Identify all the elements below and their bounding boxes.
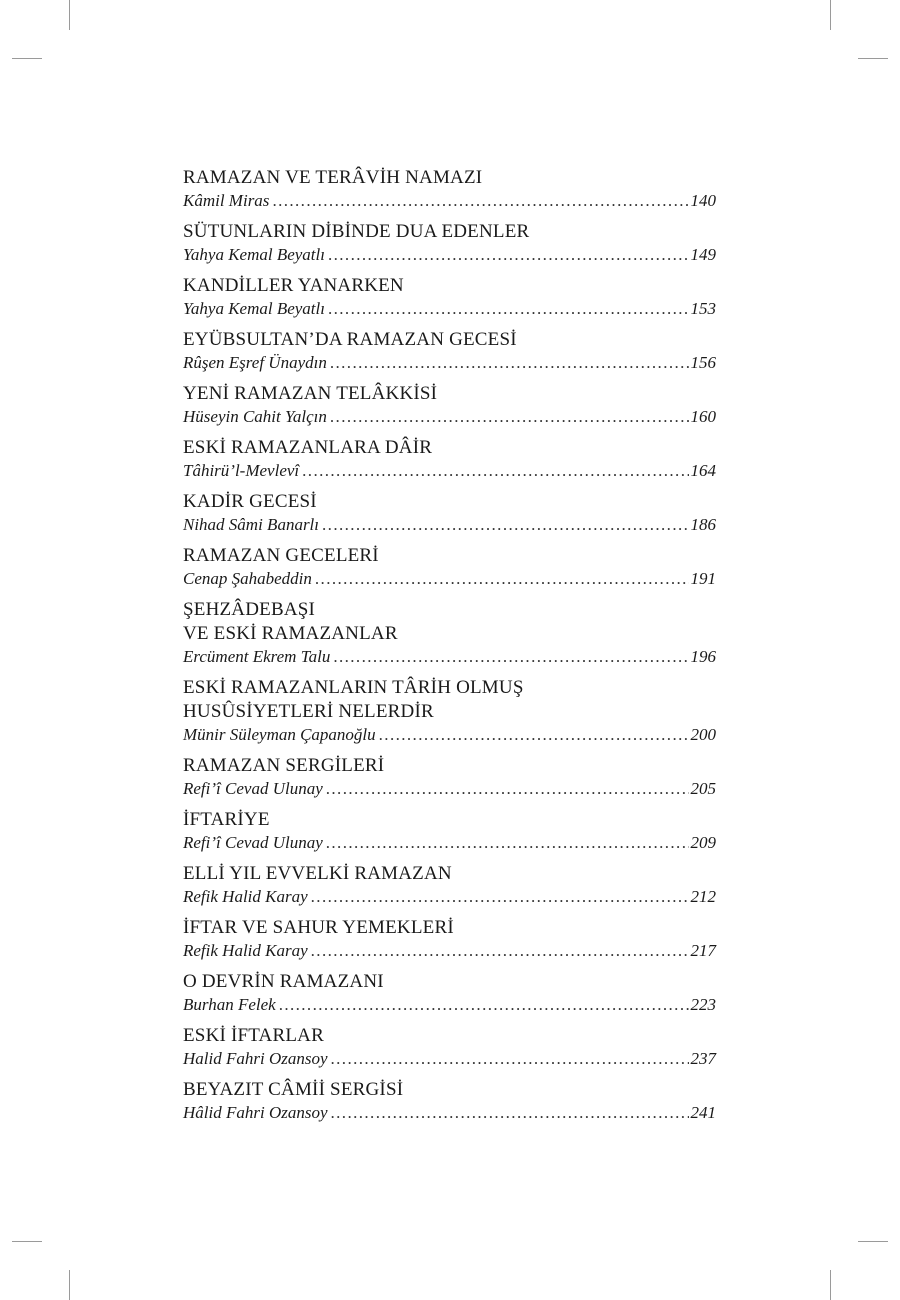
- toc-entry: [183, 754, 716, 800]
- entry-line: [183, 190, 716, 212]
- entry-author: Refi’î Cevad Ulunay: [183, 833, 323, 852]
- entry-line: [183, 460, 716, 482]
- toc-entry: [183, 862, 716, 908]
- entry-title: RAMAZAN SERGİLERİ: [183, 755, 385, 776]
- table-of-contents: [183, 166, 716, 1132]
- entry-title: RAMAZAN VE TERÂVİH NAMAZI: [183, 167, 483, 188]
- entry-title: SÜTUNLARIN DİBİNDE DUA EDENLER: [183, 221, 530, 242]
- entry-line: [183, 568, 716, 590]
- entry-line: [183, 1048, 716, 1070]
- crop-mark-top-right: [830, 0, 831, 30]
- crop-mark-top-left: [69, 0, 70, 30]
- entry-author: Rûşen Eşref Ünaydın: [183, 353, 327, 372]
- entry-title: ESKİ İFTARLAR: [183, 1025, 324, 1046]
- dot-leader: [331, 1048, 689, 1070]
- entry-author: Refik Halid Karay: [183, 887, 308, 906]
- entry-title: İFTARİYE: [183, 809, 270, 830]
- entry-page-number: 200: [690, 725, 716, 744]
- entry-line: [183, 406, 716, 428]
- entry-page-number: 186: [690, 515, 716, 534]
- entry-author: Hüseyin Cahit Yalçın: [183, 407, 327, 426]
- dot-leader: [311, 940, 689, 962]
- dot-leader: [379, 724, 689, 746]
- dot-leader: [330, 352, 689, 374]
- dot-leader: [272, 190, 688, 212]
- entry-line: [183, 646, 716, 668]
- entry-page-number: 153: [690, 299, 716, 318]
- toc-entry: [183, 436, 716, 482]
- entry-title: KANDİLLER YANARKEN: [183, 275, 404, 296]
- toc-entry: [183, 1078, 716, 1124]
- entry-title: YENİ RAMAZAN TELÂKKİSİ: [183, 383, 438, 404]
- entry-author: Kâmil Miras: [183, 191, 270, 210]
- toc-entry: [183, 916, 716, 962]
- entry-line: [183, 1102, 716, 1124]
- crop-mark-top-right-horizontal: [858, 58, 888, 59]
- entry-line: [183, 886, 716, 908]
- entry-title: ESKİ RAMAZANLARIN TÂRİH OLMUŞ HUSÛSİYETLERİ NELERDİR: [183, 677, 524, 722]
- toc-entry: [183, 166, 716, 212]
- entry-author: Refik Halid Karay: [183, 941, 308, 960]
- entry-author: Cenap Şahabeddin: [183, 569, 312, 588]
- entry-author: Tâhirü’l-Mevlevî: [183, 461, 300, 480]
- entry-author: Yahya Kemal Beyatlı: [183, 245, 325, 264]
- entry-author: Ercüment Ekrem Talu: [183, 647, 331, 666]
- toc-entry: [183, 1024, 716, 1070]
- entry-line: [183, 244, 716, 266]
- entry-author: Yahya Kemal Beyatlı: [183, 299, 325, 318]
- toc-entry: [183, 970, 716, 1016]
- entry-page-number: 223: [690, 995, 716, 1014]
- toc-entry: [183, 220, 716, 266]
- dot-leader: [279, 994, 689, 1016]
- toc-entry: [183, 490, 716, 536]
- entry-page-number: 160: [690, 407, 716, 426]
- entry-page-number: 196: [690, 647, 716, 666]
- toc-entry: [183, 676, 716, 746]
- entry-author: Münir Süleyman Çapanoğlu: [183, 725, 376, 744]
- entry-author: Hâlid Fahri Ozansoy: [183, 1103, 328, 1122]
- entry-line: [183, 994, 716, 1016]
- crop-mark-bottom-right-horizontal: [858, 1241, 888, 1242]
- entry-author: Burhan Felek: [183, 995, 276, 1014]
- entry-page-number: 209: [690, 833, 716, 852]
- toc-entry: [183, 598, 716, 668]
- entry-line: [183, 298, 716, 320]
- dot-leader: [328, 244, 689, 266]
- toc-entry: [183, 808, 716, 854]
- entry-page-number: 156: [690, 353, 716, 372]
- entry-page-number: 205: [690, 779, 716, 798]
- entry-page-number: 164: [690, 461, 716, 480]
- entry-line: [183, 778, 716, 800]
- dot-leader: [326, 832, 689, 854]
- entry-title: BEYAZIT CÂMİİ SERGİSİ: [183, 1079, 404, 1100]
- entry-title: O DEVRİN RAMAZANI: [183, 971, 384, 992]
- entry-title: ELLİ YIL EVVELKİ RAMAZAN: [183, 863, 452, 884]
- dot-leader: [311, 886, 689, 908]
- dot-leader: [322, 514, 688, 536]
- dot-leader: [331, 1102, 689, 1124]
- entry-title: ŞEHZÂDEBAŞI VE ESKİ RAMAZANLAR: [183, 599, 398, 644]
- toc-entry: [183, 328, 716, 374]
- dot-leader: [315, 568, 689, 590]
- entry-title: KADİR GECESİ: [183, 491, 317, 512]
- entry-author: Halid Fahri Ozansoy: [183, 1049, 328, 1068]
- entry-page-number: 212: [690, 887, 716, 906]
- crop-mark-bottom-right: [830, 1270, 831, 1300]
- entry-page-number: 191: [690, 569, 716, 588]
- entry-page-number: 237: [690, 1049, 716, 1068]
- dot-leader: [330, 406, 689, 428]
- toc-entry: [183, 382, 716, 428]
- entry-line: [183, 832, 716, 854]
- entry-title: İFTAR VE SAHUR YEMEKLERİ: [183, 917, 454, 938]
- dot-leader: [328, 298, 689, 320]
- entry-line: [183, 514, 716, 536]
- dot-leader: [302, 460, 688, 482]
- entry-line: [183, 724, 716, 746]
- toc-entry: [183, 274, 716, 320]
- entry-title: RAMAZAN GECELERİ: [183, 545, 379, 566]
- entry-title: EYÜBSULTAN’DA RAMAZAN GECESİ: [183, 329, 517, 350]
- entry-author: Nihad Sâmi Banarlı: [183, 515, 320, 534]
- toc-entry: [183, 544, 716, 590]
- crop-mark-top-left-horizontal: [12, 58, 42, 59]
- crop-mark-bottom-left-horizontal: [12, 1241, 42, 1242]
- crop-mark-bottom-left: [69, 1270, 70, 1300]
- entry-page-number: 140: [690, 191, 716, 210]
- entry-page-number: 241: [690, 1103, 716, 1122]
- entry-line: [183, 940, 716, 962]
- entry-line: [183, 352, 716, 374]
- entry-title: ESKİ RAMAZANLARA DÂİR: [183, 437, 433, 458]
- dot-leader: [326, 778, 689, 800]
- entry-page-number: 217: [690, 941, 716, 960]
- entry-author: Refi’î Cevad Ulunay: [183, 779, 323, 798]
- entry-page-number: 149: [690, 245, 716, 264]
- dot-leader: [333, 646, 688, 668]
